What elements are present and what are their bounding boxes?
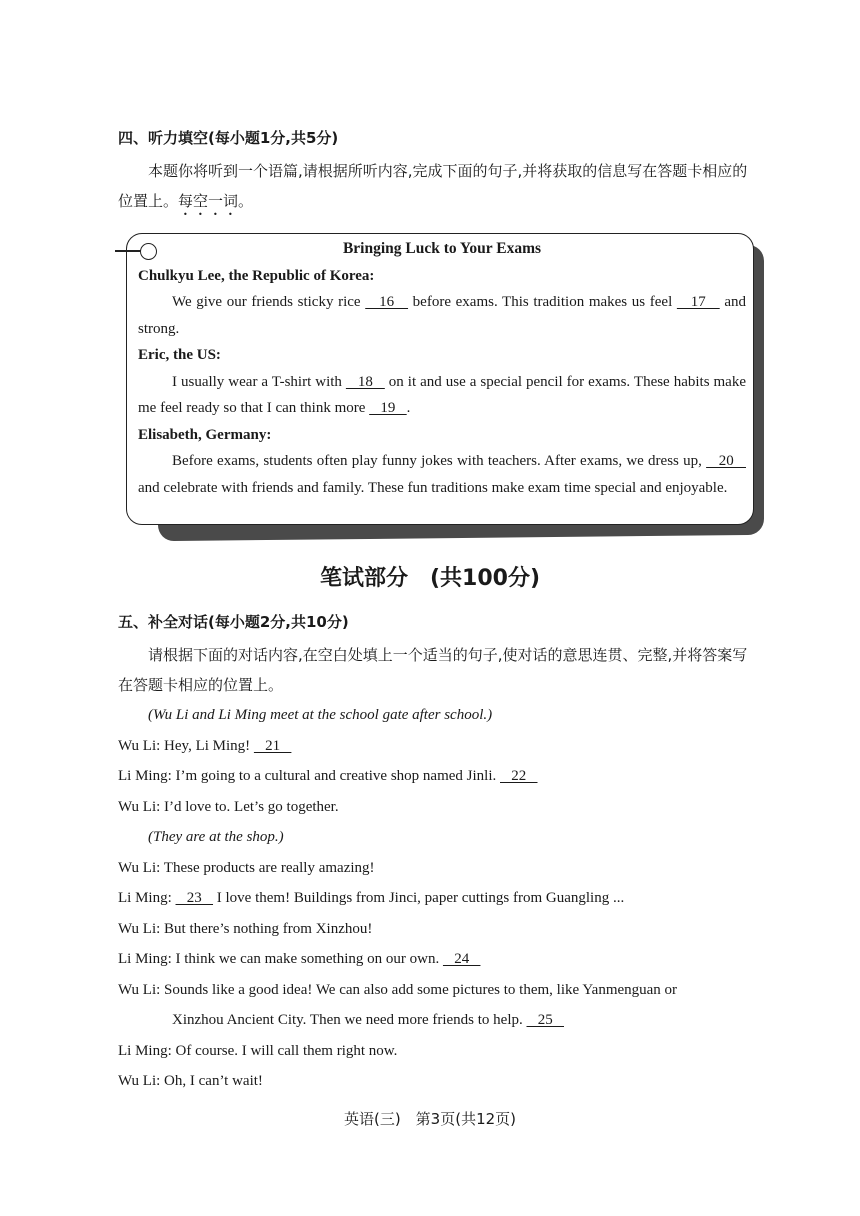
passage-title: Bringing Luck to Your Exams [342, 240, 542, 257]
section4-instruction [118, 156, 758, 219]
page-footer: 英语(三) 第3页(共12页) [343, 1110, 517, 1128]
dialogue-line: Wu Li: Oh, I can’t wait! [118, 1073, 263, 1089]
paragraph-text: and celebrate with friends and family. These fun traditions make exam time special and enjoyable. [138, 479, 728, 496]
blank-16: 16 [365, 294, 409, 310]
dialogue-text: Li Ming: I’m going to a cultural and creative shop named Jinli. [118, 768, 500, 784]
section4-title: 四、听力填空(每小题1分,共5分) [118, 129, 339, 147]
dialogue-line: Li Ming: Of course. I will call them right now. [118, 1042, 398, 1059]
stage-direction: (They are at the shop.) [148, 829, 284, 845]
paragraph-text: before exams. This tradition makes us feel [408, 294, 677, 310]
section4-instruction-end: 。 [238, 192, 254, 210]
dialogue-text: Li Ming: I think we can make something on our own. [118, 951, 443, 967]
paragraph-text: and strong. [138, 294, 746, 337]
blank-23: 23 [175, 890, 214, 906]
blank-17: 17 [676, 294, 720, 310]
speaker-elisabeth: Elisabeth, Germany: [138, 426, 272, 443]
dialogue-line: Wu Li: But there’s nothing from Xinzhou! [118, 920, 373, 937]
blank-25: 25 [526, 1012, 564, 1028]
dialogue-line: Wu Li: These products are really amazing! [118, 859, 375, 876]
paragraph-text: I usually wear a T-shirt with [172, 373, 346, 390]
dialogue-line [118, 944, 768, 975]
dialogue-line-continued [118, 1005, 768, 1036]
paragraph-text: We give our friends sticky rice [172, 294, 366, 310]
paragraph-chulkyu [138, 289, 746, 342]
blank-24: 24 [442, 951, 481, 967]
dialogue-text: Li Ming: [118, 890, 176, 906]
stage-direction: (Wu Li and Li Ming meet at the school gate after school.) [148, 707, 493, 723]
blank-18: 18 [345, 373, 385, 390]
blank-20: 20 [706, 453, 746, 469]
passage-content [138, 236, 746, 501]
blank-22: 22 [500, 768, 538, 784]
paragraph-text: Before exams, students often play funny jokes with teachers. After exams, we dress up, [172, 453, 707, 469]
speaker-eric: Eric, the US: [138, 347, 221, 363]
section4-instruction-text: 本题你将听到一个语篇,请根据所听内容,完成下面的句子,并将获取的信息写在答题卡相应的位置上。 [118, 162, 748, 210]
dialogue-line [118, 883, 768, 914]
dialogue-text: I love them! Buildings from Jinci, paper cuttings from Guangling ... [213, 890, 625, 906]
paragraph-elisabeth [138, 448, 746, 501]
dialogue-text: Xinzhou Ancient City. Then we need more friends to help. [172, 1012, 527, 1028]
written-section-title: 笔试部分 (共100分) [319, 566, 541, 591]
paragraph-eric [138, 369, 746, 422]
speaker-chulkyu: Chulkyu Lee, the Republic of Korea: [138, 267, 375, 284]
section5-instruction: 请根据下面的对话内容,在空白处填上一个适当的句子,使对话的意思连贯、完整,并将答案写在答题卡相应的位置上。 [118, 646, 748, 694]
dialogue-line: Wu Li: I’d love to. Let’s go together. [118, 798, 339, 815]
dialogue-line: Wu Li: Sounds like a good idea! We can also add some pictures to them, like Yanmenguan or [118, 981, 678, 998]
paragraph-text: on it and use a special pencil for exams. These habits make me feel ready so that I can think more [138, 373, 747, 416]
dialogue-line [118, 731, 768, 762]
dialogue-text: Wu Li: Hey, Li Ming! [118, 737, 254, 754]
blank-21: 21 [253, 737, 292, 754]
dialogue-line [118, 761, 768, 792]
blank-19: 19 [369, 400, 407, 416]
dialogue [118, 700, 768, 1097]
paragraph-text: . [406, 400, 411, 416]
section4-instruction-emphasis: 每空一词 [178, 192, 239, 210]
section5-title: 五、补全对话(每小题2分,共10分) [118, 613, 349, 631]
